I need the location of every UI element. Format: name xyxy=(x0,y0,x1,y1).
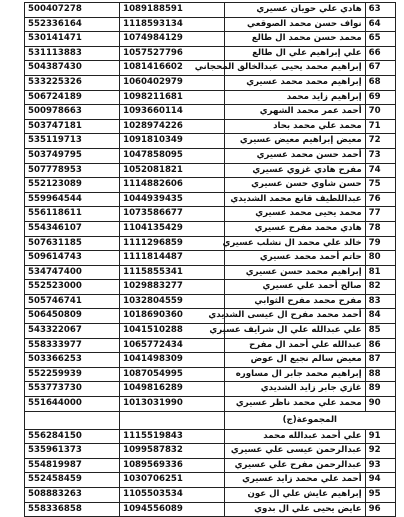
id-number-cell: 1044939435 xyxy=(120,192,225,207)
row-number-cell: 63 xyxy=(365,3,395,18)
row-number-cell: 67 xyxy=(365,61,395,76)
id-number-cell: 1093660114 xyxy=(120,105,225,120)
table-row xyxy=(25,294,396,309)
row-number-cell: 75 xyxy=(365,178,395,193)
row-number-cell: 94 xyxy=(365,473,395,488)
table-row xyxy=(25,502,396,517)
roster-rows-before-group xyxy=(25,3,396,412)
table-row xyxy=(25,134,396,149)
phone-number-cell: 543322067 xyxy=(25,324,120,339)
row-number-cell: 76 xyxy=(365,192,395,207)
row-number-cell: 66 xyxy=(365,46,395,61)
phone-number-cell: 509614743 xyxy=(25,251,120,266)
row-number-cell: 90 xyxy=(365,397,395,412)
phone-number-cell: 505746741 xyxy=(25,294,120,309)
phone-number-cell: 535119713 xyxy=(25,134,120,149)
name-cell: أحمد علي محمد زايد عسيري xyxy=(224,473,365,488)
row-number-cell: 95 xyxy=(365,488,395,503)
phone-number-cell: 558336858 xyxy=(25,502,120,517)
id-number-cell: 1032804559 xyxy=(120,294,225,309)
row-number-cell: 69 xyxy=(365,90,395,105)
id-number-cell: 1049816289 xyxy=(120,382,225,397)
roster-rows-after-group xyxy=(25,429,396,517)
id-number-cell: 1087054995 xyxy=(120,367,225,382)
id-number-cell: 1098211681 xyxy=(120,90,225,105)
name-cell: إبراهيم عايش علي ال عون xyxy=(224,488,365,503)
table-row xyxy=(25,46,396,61)
name-cell: نواف حسن محمد الصوقعي xyxy=(224,17,365,32)
group-heading-row xyxy=(25,411,396,429)
id-number-cell: 1111296859 xyxy=(120,236,225,251)
row-number-cell: 92 xyxy=(365,444,395,459)
phone-number-cell: 556284150 xyxy=(25,429,120,444)
table-row xyxy=(25,163,396,178)
phone-number-cell: 535961373 xyxy=(25,444,120,459)
name-cell: معيض سالم نجيع ال عوض xyxy=(224,353,365,368)
phone-number-cell: 503749795 xyxy=(25,148,120,163)
table-row xyxy=(25,488,396,503)
table-row xyxy=(25,324,396,339)
name-cell: إبراهيم محمد يحيى عبدالخالق المحجاني xyxy=(224,61,365,76)
row-number-cell: 71 xyxy=(365,119,395,134)
name-cell: مفرح محمد مفرح الثوابي xyxy=(224,294,365,309)
row-number-cell: 88 xyxy=(365,367,395,382)
name-cell: علي إبراهيم علي ال طالع xyxy=(224,46,365,61)
phone-number-cell: 558333977 xyxy=(25,338,120,353)
name-cell: علي عبدالله علي ال شرايف عسيري xyxy=(224,324,365,339)
name-cell: إبراهيم محمد جابر ال مساوره xyxy=(224,367,365,382)
phone-number-cell: 530141471 xyxy=(25,32,120,47)
table-row xyxy=(25,458,396,473)
phone-number-cell: 503366253 xyxy=(25,353,120,368)
name-cell: محمد علي محمد ناظر عسيري xyxy=(224,397,365,412)
table-row xyxy=(25,367,396,382)
id-number-cell: 1074984129 xyxy=(120,32,225,47)
name-cell: معيض إبراهيم معيض عسيري xyxy=(224,134,365,149)
row-number-cell: 83 xyxy=(365,294,395,309)
row-number-cell: 77 xyxy=(365,207,395,222)
phone-number-cell: 554346107 xyxy=(25,221,120,236)
name-cell: حسن شاوي حسن عسيري xyxy=(224,178,365,193)
id-number-cell: 1028974226 xyxy=(120,119,225,134)
name-cell: محمد علي محمد بحاد xyxy=(224,119,365,134)
group-heading-section xyxy=(25,411,396,429)
table-row xyxy=(25,221,396,236)
table-row xyxy=(25,178,396,193)
phone-number-cell: 506724189 xyxy=(25,90,120,105)
phone-number-cell: 533225326 xyxy=(25,75,120,90)
id-number-cell: 1104135429 xyxy=(120,221,225,236)
name-cell: هادي محمد مفرح عسيري xyxy=(224,221,365,236)
id-number-cell: 1114882606 xyxy=(120,178,225,193)
phone-number-cell: 531113883 xyxy=(25,46,120,61)
row-number-cell: 78 xyxy=(365,221,395,236)
row-number-cell: 89 xyxy=(365,382,395,397)
row-number-cell: 68 xyxy=(365,75,395,90)
row-number-cell: 96 xyxy=(365,502,395,517)
id-number-cell: 1041510288 xyxy=(120,324,225,339)
name-cell: عبدالله علي أحمد ال مفرح xyxy=(224,338,365,353)
row-number-cell: 70 xyxy=(365,105,395,120)
phone-number-cell: 552123089 xyxy=(25,178,120,193)
table-row xyxy=(25,17,396,32)
id-number-cell: 1094556089 xyxy=(120,502,225,517)
name-cell: أحمد محمد مفرح ال عيسى الشديدي xyxy=(224,309,365,324)
name-cell: علي أحمد عبدالله محمد xyxy=(224,429,365,444)
name-cell: صالح أحمد علي عسيري xyxy=(224,280,365,295)
name-cell: أحمد عمر محمد الشهري xyxy=(224,105,365,120)
row-number-cell: 85 xyxy=(365,324,395,339)
table-row xyxy=(25,61,396,76)
id-number-cell: 1018690360 xyxy=(120,309,225,324)
table-row xyxy=(25,90,396,105)
table-row xyxy=(25,338,396,353)
table-row xyxy=(25,444,396,459)
name-cell: إبراهيم محمد محمد عسيري xyxy=(224,75,365,90)
id-number-cell: 1115855341 xyxy=(120,265,225,280)
table-row xyxy=(25,105,396,120)
name-cell: عبدالرحمن عيسى علي عسيري xyxy=(224,444,365,459)
row-number-cell: 81 xyxy=(365,265,395,280)
phone-number-cell: 554819987 xyxy=(25,458,120,473)
id-number-cell: 1052081821 xyxy=(120,163,225,178)
empty-cell xyxy=(120,411,225,429)
phone-number-cell: 500407278 xyxy=(25,3,120,18)
roster-table xyxy=(24,2,396,517)
name-cell: مفرح هادي غزوي عسيري xyxy=(224,163,365,178)
phone-number-cell: 552259939 xyxy=(25,367,120,382)
phone-number-cell: 504387430 xyxy=(25,61,120,76)
row-number-cell: 86 xyxy=(365,338,395,353)
id-number-cell: 1065772434 xyxy=(120,338,225,353)
row-number-cell: 82 xyxy=(365,280,395,295)
id-number-cell: 1029883277 xyxy=(120,280,225,295)
id-number-cell: 1099587832 xyxy=(120,444,225,459)
id-number-cell: 1057527796 xyxy=(120,46,225,61)
phone-number-cell: 534747400 xyxy=(25,265,120,280)
row-number-cell: 93 xyxy=(365,458,395,473)
group-heading: المجموعة(ج) xyxy=(224,411,395,429)
id-number-cell: 1081416602 xyxy=(120,61,225,76)
table-row xyxy=(25,119,396,134)
id-number-cell: 1030706251 xyxy=(120,473,225,488)
table-row xyxy=(25,473,396,488)
row-number-cell: 80 xyxy=(365,251,395,266)
row-number-cell: 84 xyxy=(365,309,395,324)
name-cell: عبداللطيف قانع محمد الشديدي xyxy=(224,192,365,207)
name-cell: إبراهيم محمد حسن عسيري xyxy=(224,265,365,280)
table-row xyxy=(25,429,396,444)
table-row xyxy=(25,251,396,266)
table-row xyxy=(25,280,396,295)
id-number-cell: 1013031990 xyxy=(120,397,225,412)
table-row xyxy=(25,3,396,18)
name-cell: خالد علي محمد ال نشلب عسيري xyxy=(224,236,365,251)
phone-number-cell: 507778953 xyxy=(25,163,120,178)
id-number-cell: 1073586677 xyxy=(120,207,225,222)
table-row xyxy=(25,309,396,324)
id-number-cell: 1047858095 xyxy=(120,148,225,163)
table-row xyxy=(25,382,396,397)
name-cell: محمد حسن محمد ال طالع xyxy=(224,32,365,47)
table-row xyxy=(25,353,396,368)
table-row xyxy=(25,397,396,412)
id-number-cell: 1118593134 xyxy=(120,17,225,32)
row-number-cell: 73 xyxy=(365,148,395,163)
row-number-cell: 87 xyxy=(365,353,395,368)
id-number-cell: 1060402979 xyxy=(120,75,225,90)
name-cell: عايض يحيى علي ال بدوي xyxy=(224,502,365,517)
row-number-cell: 72 xyxy=(365,134,395,149)
name-cell: حاتم أحمد محمد عسيري xyxy=(224,251,365,266)
table-row xyxy=(25,75,396,90)
row-number-cell: 79 xyxy=(365,236,395,251)
id-number-cell: 1111814487 xyxy=(120,251,225,266)
id-number-cell: 1041498309 xyxy=(120,353,225,368)
row-number-cell: 91 xyxy=(365,429,395,444)
phone-number-cell: 508883263 xyxy=(25,488,120,503)
table-row xyxy=(25,265,396,280)
id-number-cell: 1105503534 xyxy=(120,488,225,503)
name-cell: هادي علي حويان عسيري xyxy=(224,3,365,18)
phone-number-cell: 559964544 xyxy=(25,192,120,207)
table-row xyxy=(25,192,396,207)
phone-number-cell: 552336164 xyxy=(25,17,120,32)
name-cell: محمد يحيى محمد عسيري xyxy=(224,207,365,222)
phone-number-cell: 507631185 xyxy=(25,236,120,251)
empty-cell xyxy=(25,411,120,429)
table-row xyxy=(25,148,396,163)
name-cell: إبراهيم زايد محمد xyxy=(224,90,365,105)
phone-number-cell: 503747181 xyxy=(25,119,120,134)
phone-number-cell: 553773730 xyxy=(25,382,120,397)
table-row xyxy=(25,207,396,222)
id-number-cell: 1115519843 xyxy=(120,429,225,444)
name-cell: غازي جابر زايد الشديدي xyxy=(224,382,365,397)
id-number-cell: 1089569336 xyxy=(120,458,225,473)
name-cell: عبدالرحمن مفرح علي عسيري xyxy=(224,458,365,473)
phone-number-cell: 552523000 xyxy=(25,280,120,295)
phone-number-cell: 551644000 xyxy=(25,397,120,412)
row-number-cell: 65 xyxy=(365,32,395,47)
row-number-cell: 64 xyxy=(365,17,395,32)
phone-number-cell: 500978663 xyxy=(25,105,120,120)
table-row xyxy=(25,236,396,251)
id-number-cell: 1091810349 xyxy=(120,134,225,149)
id-number-cell: 1089188591 xyxy=(120,3,225,18)
phone-number-cell: 552458459 xyxy=(25,473,120,488)
phone-number-cell: 556118611 xyxy=(25,207,120,222)
phone-number-cell: 506450809 xyxy=(25,309,120,324)
row-number-cell: 74 xyxy=(365,163,395,178)
name-cell: أحمد حسن محمد عسيري xyxy=(224,148,365,163)
table-row xyxy=(25,32,396,47)
